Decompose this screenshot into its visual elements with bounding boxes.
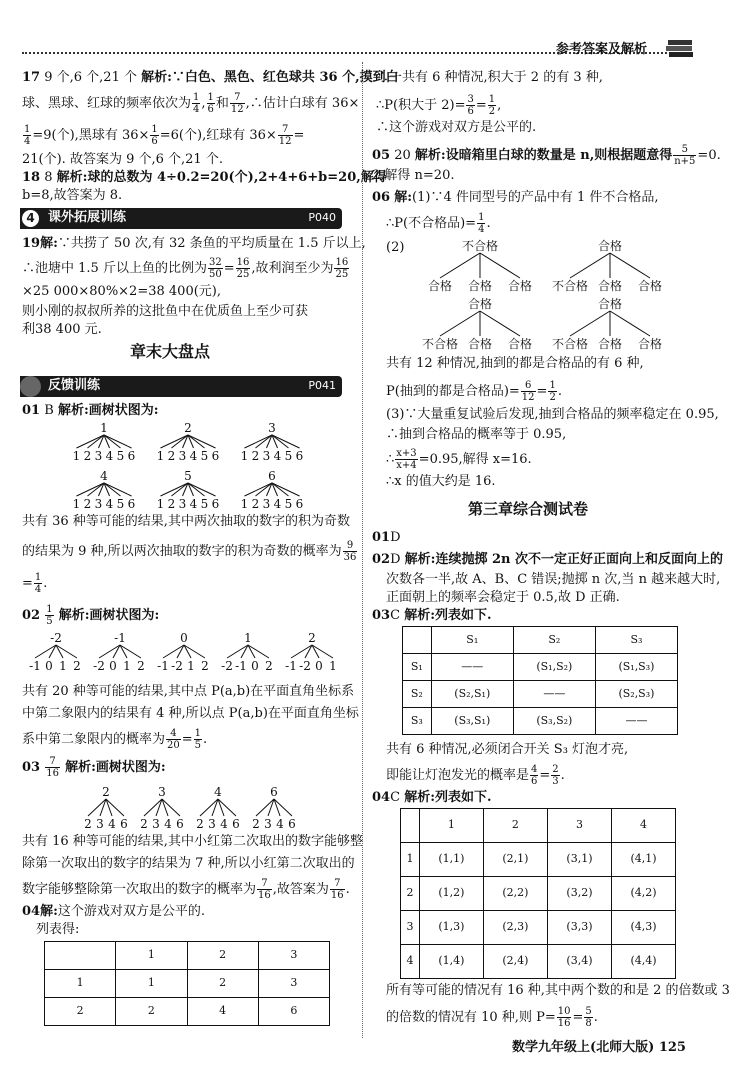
tree06-node-branch — [480, 311, 520, 336]
table-row — [403, 681, 678, 708]
tree01-node-root: 2 — [184, 421, 192, 435]
tree06-node-branch — [570, 253, 610, 278]
tree03-node-root: 3 — [158, 785, 166, 799]
tree01-node-leaf: 3 — [178, 497, 187, 511]
table-row — [401, 877, 676, 911]
table-cell: —— — [431, 654, 513, 681]
tree03-node-leaf: 4 — [276, 817, 284, 831]
tree03-node-leaf: 3 — [96, 817, 104, 831]
tree02-node-leaf: 1 — [123, 659, 131, 673]
column-divider — [362, 62, 363, 1038]
tree02-node-leaf: 1 — [187, 659, 195, 673]
tree01-node-leaf: 3 — [262, 449, 271, 463]
tree02-node-root: 1 — [244, 631, 252, 645]
table-cell: 2 — [116, 998, 187, 1026]
tree01-node-leaf: 6 — [127, 449, 136, 463]
section-band-extension: 4 课外拓展训练 P040 — [20, 208, 342, 229]
table-cell: S₂ — [403, 681, 432, 708]
table-cell: —— — [513, 681, 595, 708]
table-cell: 3 — [401, 911, 420, 945]
tree06-node-root: 合格 — [467, 297, 493, 311]
table-cell: 1 — [116, 970, 187, 998]
table-cell: (3,2) — [547, 877, 611, 911]
tree01-node-leaf: 1 — [240, 449, 249, 463]
section-band-feedback: 反馈训练 P041 — [20, 376, 342, 397]
table-cell: 2 — [45, 998, 116, 1026]
table-cell: (2,3) — [483, 911, 547, 945]
tree01-node-leaf: 5 — [284, 449, 293, 463]
tree01-node-leaf: 4 — [189, 449, 198, 463]
tree01-node-leaf: 2 — [83, 449, 92, 463]
tree06-node-branch — [570, 311, 610, 336]
table-cell: (3,3) — [547, 911, 611, 945]
tree01-node-leaf: 3 — [94, 497, 103, 511]
footer-book: 数学九年级上(北师大版) 125 — [512, 1040, 686, 1055]
table-cell: (4,4) — [611, 945, 675, 979]
table-cell: 1 — [116, 942, 187, 970]
table-cell: 1 — [401, 843, 420, 877]
table-row — [403, 654, 678, 681]
tree01-node-leaf: 2 — [167, 449, 176, 463]
table-cell: (1,3) — [419, 911, 483, 945]
tree02-node-leaf: 1 — [329, 659, 337, 673]
table-cell: (2,4) — [483, 945, 547, 979]
tree-diagram-q02 — [22, 630, 362, 680]
table-cell: (2,1) — [483, 843, 547, 877]
tree01-node-root: 1 — [100, 421, 108, 435]
tree03-node-root: 6 — [270, 785, 278, 799]
tree-diagram-q01 — [40, 420, 340, 520]
tree06-node-branch — [440, 311, 480, 336]
tree01-node-leaf: 2 — [83, 497, 92, 511]
books-icon — [666, 36, 696, 62]
tree01-node-leaf: 3 — [178, 449, 187, 463]
table-row — [403, 708, 678, 735]
table-q04 — [44, 941, 330, 1026]
tree03-node-leaf: 6 — [288, 817, 296, 831]
table-cell: (3,4) — [547, 945, 611, 979]
table-cell: (S₁,S₂) — [513, 654, 595, 681]
table-row — [403, 627, 678, 654]
tree06-node-root: 不合格 — [461, 239, 499, 253]
page-number: 125 — [658, 1040, 686, 1055]
tree02-node-root: 2 — [308, 631, 316, 645]
tree02-node-leaf: -1 — [285, 659, 297, 673]
tree02-node-root: 0 — [180, 631, 188, 645]
tree06-node-branch — [480, 253, 520, 278]
tree03-node-leaf: 4 — [108, 817, 116, 831]
tree-diagram-q03 — [80, 786, 320, 830]
tree02-node-leaf: 0 — [45, 659, 53, 673]
tree02-node-leaf: -2 — [171, 659, 183, 673]
tree02-node-leaf: 0 — [109, 659, 117, 673]
table-cell: S₃ — [595, 627, 677, 654]
table-cell: (4,3) — [611, 911, 675, 945]
table-row — [45, 970, 330, 998]
tree02-node-leaf: -2 — [221, 659, 233, 673]
tree02-node-leaf: 2 — [73, 659, 81, 673]
tree06-node-branch — [440, 253, 480, 278]
a01: 01D — [372, 530, 401, 545]
tree01-node-root: 3 — [268, 421, 276, 435]
tree01-node-leaf: 6 — [127, 497, 136, 511]
table-cell: S₃ — [403, 708, 432, 735]
tree03-node-leaf: 2 — [196, 817, 204, 831]
tree01-node-leaf: 3 — [262, 497, 271, 511]
tree01-node-leaf: 4 — [105, 497, 114, 511]
table-cell: (4,2) — [611, 877, 675, 911]
table-cell: (4,1) — [611, 843, 675, 877]
table-cell: —— — [595, 708, 677, 735]
tree01-node-leaf: 1 — [240, 497, 249, 511]
tree06-node-leaf: 合格 — [637, 337, 663, 351]
tree03-node-leaf: 3 — [152, 817, 160, 831]
tree01-node-leaf: 6 — [295, 449, 304, 463]
table-cell: 4 — [401, 945, 420, 979]
table-cell: (1,4) — [419, 945, 483, 979]
tree01-node-leaf: 4 — [273, 497, 282, 511]
tree01-node-leaf: 5 — [200, 497, 209, 511]
tree02-node-leaf: -1 — [29, 659, 41, 673]
tree02-node-leaf: 1 — [59, 659, 67, 673]
table-cell: (1,2) — [419, 877, 483, 911]
tree01-node-root: 4 — [100, 469, 108, 483]
table-a03 — [402, 626, 678, 735]
tree01-node-leaf: 1 — [72, 449, 81, 463]
tree02-node-leaf: 0 — [251, 659, 259, 673]
table-cell: (3,1) — [547, 843, 611, 877]
tree01-node-leaf: 6 — [211, 449, 220, 463]
table-a04 — [400, 808, 676, 979]
table-cell: 1 — [419, 809, 483, 843]
tree01-node-root: 5 — [184, 469, 192, 483]
tree06-node-leaf: 合格 — [467, 279, 493, 293]
table-cell: S₁ — [431, 627, 513, 654]
table-cell: 3 — [258, 942, 329, 970]
table-cell: S₁ — [403, 654, 432, 681]
tree06-node-leaf: 不合格 — [421, 337, 459, 351]
table-cell — [403, 627, 432, 654]
tree01-node-leaf: 5 — [116, 497, 125, 511]
tree06-node-leaf: 合格 — [597, 337, 623, 351]
chapter-title-summary: 章末大盘点 — [130, 342, 211, 361]
table-cell: 6 — [258, 998, 329, 1026]
tree03-node-leaf: 2 — [140, 817, 148, 831]
tree02-node-leaf: 2 — [137, 659, 145, 673]
table-row — [45, 998, 330, 1026]
tree02-node-leaf: -2 — [93, 659, 105, 673]
table-cell — [401, 809, 420, 843]
tree-diagram-q06 — [420, 238, 720, 351]
tree06-node-root: 合格 — [597, 239, 623, 253]
tree01-node-leaf: 4 — [105, 449, 114, 463]
table-cell: 4 — [611, 809, 675, 843]
tree01-node-leaf: 4 — [273, 449, 282, 463]
tree01-node-leaf: 5 — [284, 497, 293, 511]
tree06-node-leaf: 不合格 — [551, 279, 589, 293]
table-cell — [45, 942, 116, 970]
tree06-node-root: 合格 — [597, 297, 623, 311]
table-cell: 2 — [187, 942, 258, 970]
tree03-node-root: 2 — [102, 785, 110, 799]
tree01-node-leaf: 2 — [251, 497, 260, 511]
table-cell: 1 — [45, 970, 116, 998]
tree06-node-leaf: 合格 — [427, 279, 453, 293]
tree06-node-branch — [610, 311, 650, 336]
table-cell: 3 — [258, 970, 329, 998]
table-row — [401, 945, 676, 979]
tree01-node-leaf: 2 — [167, 497, 176, 511]
table-cell: S₂ — [513, 627, 595, 654]
tree01-node-leaf: 5 — [116, 449, 125, 463]
tree03-node-root: 4 — [214, 785, 222, 799]
tree01-node-leaf: 5 — [200, 449, 209, 463]
table-row — [45, 942, 330, 970]
table-cell: (S₃,S₁) — [431, 708, 513, 735]
tree01-node-leaf: 6 — [295, 497, 304, 511]
table-cell: 3 — [547, 809, 611, 843]
table-cell: (S₃,S₂) — [513, 708, 595, 735]
tree06-node-leaf: 合格 — [637, 279, 663, 293]
tree01-node-root: 6 — [268, 469, 276, 483]
tree02-node-leaf: -1 — [235, 659, 247, 673]
tree01-node-leaf: 4 — [189, 497, 198, 511]
tree02-node-leaf: 2 — [265, 659, 273, 673]
tree01-node-leaf: 3 — [94, 449, 103, 463]
tree03-node-leaf: 6 — [120, 817, 128, 831]
table-cell: (S₁,S₃) — [595, 654, 677, 681]
tree03-node-leaf: 6 — [232, 817, 240, 831]
tree03-node-leaf: 4 — [220, 817, 228, 831]
tree03-node-leaf: 3 — [208, 817, 216, 831]
tree02-node-root: -2 — [50, 631, 62, 645]
table-cell: 2 — [187, 970, 258, 998]
tree03-node-leaf: 4 — [164, 817, 172, 831]
tree01-node-leaf: 1 — [156, 497, 165, 511]
tree03-node-leaf: 2 — [84, 817, 92, 831]
tree03-node-leaf: 3 — [264, 817, 272, 831]
tree01-node-leaf: 6 — [211, 497, 220, 511]
table-cell: (S₂,S₃) — [595, 681, 677, 708]
chapter-title-test: 第三章综合测试卷 — [468, 500, 589, 518]
tree02-node-leaf: 2 — [201, 659, 209, 673]
tree01-node-leaf: 1 — [72, 497, 81, 511]
tree06-node-branch — [610, 253, 650, 278]
tree02-node-leaf: 0 — [315, 659, 323, 673]
table-cell: (2,2) — [483, 877, 547, 911]
tree03-node-leaf: 2 — [252, 817, 260, 831]
table-row — [401, 809, 676, 843]
table-cell: (S₂,S₁) — [431, 681, 513, 708]
tree01-node-leaf: 1 — [156, 449, 165, 463]
tree06-node-leaf: 合格 — [467, 337, 493, 351]
table-cell: 2 — [483, 809, 547, 843]
tree02-node-leaf: -2 — [299, 659, 311, 673]
table-row — [401, 843, 676, 877]
table-cell: (1,1) — [419, 843, 483, 877]
table-cell: 2 — [401, 877, 420, 911]
table-cell: 4 — [187, 998, 258, 1026]
tree06-node-leaf: 合格 — [507, 337, 533, 351]
tree06-node-leaf: 合格 — [507, 279, 533, 293]
header-title: 参考答案及解析 — [556, 42, 648, 57]
tree06-node-leaf: 不合格 — [551, 337, 589, 351]
tree01-node-leaf: 2 — [251, 449, 260, 463]
tree03-node-leaf: 6 — [176, 817, 184, 831]
tree02-node-leaf: -1 — [157, 659, 169, 673]
tree06-node-leaf: 合格 — [597, 279, 623, 293]
tree02-node-root: -1 — [114, 631, 126, 645]
table-row — [401, 911, 676, 945]
